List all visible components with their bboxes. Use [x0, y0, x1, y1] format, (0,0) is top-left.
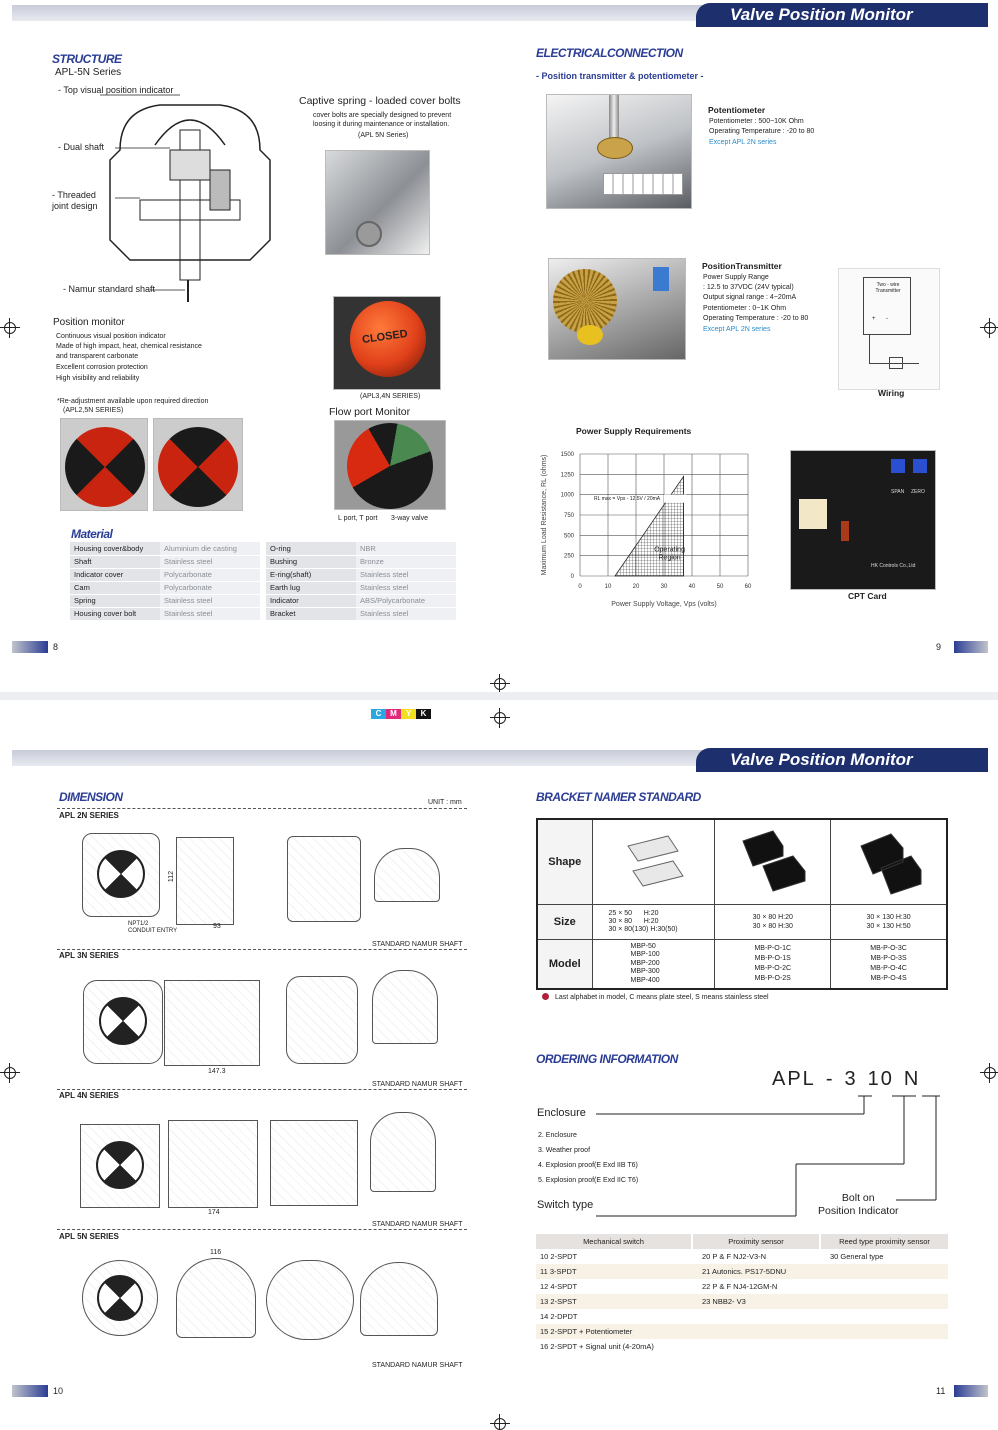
- enclosure-item: 5. Explosion proof(E Exd IIC T6): [538, 1177, 639, 1184]
- y-axis-label: Maximum Load Resistance, RL (ohms): [541, 454, 548, 576]
- cpt-zero-label: ZERO: [911, 489, 925, 495]
- series-rule: [57, 1229, 467, 1230]
- drawing-5n-side: [176, 1258, 256, 1338]
- code-apl: APL: [772, 1068, 816, 1090]
- order-code: [772, 1068, 920, 1091]
- material-row: Bracket Stainless steel: [266, 607, 456, 620]
- page8-footer-bar: [12, 641, 48, 653]
- ordering-title: ORDERING INFORMATION: [536, 1052, 678, 1066]
- drawing-5n-top: [266, 1260, 354, 1340]
- x-tick-label: 30: [660, 584, 668, 590]
- header-title-top: Valve Position Monitor: [696, 3, 988, 27]
- cpt-caption: CPT Card: [848, 591, 887, 601]
- position-monitor-title: Position monitor: [53, 317, 125, 328]
- chart-title: Power Supply Requirements: [576, 426, 692, 436]
- registration-mark: [490, 708, 510, 728]
- drawing-4n-iso: [370, 1112, 436, 1192]
- y-tick-label: 250: [563, 553, 574, 560]
- namur-note-3n: STANDARD NAMUR SHAFT: [372, 1081, 463, 1088]
- order-header: Proximity sensor: [692, 1234, 820, 1249]
- y-tick-label: 1250: [560, 472, 574, 479]
- registration-mark: [0, 318, 20, 338]
- model-cell: MB-P-O-4C: [870, 964, 907, 972]
- bottom-header-band: [12, 750, 988, 769]
- y-tick-label: 1500: [560, 452, 574, 458]
- material-row: O-ring NBR: [266, 542, 456, 555]
- pm-line-3: and transparent carbonate: [56, 353, 139, 360]
- size-cell: 30 × 130 H:50: [866, 922, 911, 930]
- y-tick-label: 500: [563, 533, 574, 540]
- wiring-diagram: [838, 268, 940, 390]
- drawing-4n-top: [270, 1120, 358, 1206]
- electrical-subtitle: - Position transmitter & potentiometer -: [536, 71, 704, 81]
- bracket-row-label: Shape: [537, 819, 592, 904]
- transmitter-photo: [548, 258, 686, 360]
- transmitter-line-1: Power Supply Range: [703, 274, 769, 281]
- captive-text: cover bolts are specially designed to prevent loosing it during maintenance or installation.: [313, 112, 452, 128]
- x-axis-label: Power Supply Voltage, Vps (volts): [611, 601, 717, 608]
- y-tick-label: 0: [570, 574, 574, 580]
- flow-port-photo: [334, 420, 446, 510]
- model-cell: MBP-50: [630, 942, 656, 950]
- flow-port-title: Flow port Monitor: [329, 406, 411, 418]
- structure-cutaway-drawing: [100, 90, 275, 305]
- registration-mark: [980, 318, 998, 338]
- wiring-caption: Wiring: [878, 388, 905, 398]
- transmitter-title: PositionTransmitter: [702, 261, 782, 271]
- enclosure-item: 4. Explosion proof(E Exd IIB T6): [538, 1162, 638, 1169]
- bracket-title: BRACKET NAMER STANDARD: [536, 790, 701, 804]
- cmyk-c: C: [371, 709, 386, 719]
- material-table-right: [266, 542, 456, 621]
- table-row: 14 2-DPDT: [540, 1312, 578, 1321]
- formula-bg: [664, 495, 686, 503]
- electrical-title: ELECTRICALCONNECTION: [536, 46, 683, 60]
- potentiometer-photo: [546, 94, 692, 209]
- page10-footer-bar: [12, 1385, 48, 1397]
- drawing-4n-side: [168, 1120, 258, 1208]
- registration-mark: [490, 674, 510, 694]
- order-header: Reed type proximity sensor: [820, 1234, 948, 1249]
- material-table-left: [70, 542, 260, 621]
- power-supply-chart: [536, 440, 772, 620]
- dim-174: 174: [208, 1209, 220, 1216]
- bracket-note: Last alphabet in model, C means plate steel, S means stainless steel: [555, 994, 769, 1001]
- model-cell: MB-P-O-2C: [754, 964, 792, 972]
- potentiometer-line-2: Operating Temperature : -20 to 80: [709, 128, 815, 135]
- namur-note-4n: STANDARD NAMUR SHAFT: [372, 1221, 463, 1228]
- table-row: 12 4-SPDT 22 P & F NJ4-12GM-N: [540, 1282, 778, 1291]
- page-number-11: 11: [936, 1386, 946, 1396]
- size-cell: 30 × 80 H:20: [752, 913, 793, 921]
- material-row: Indicator cover Polycarbonate: [70, 568, 260, 581]
- dim-112: 112: [168, 870, 176, 883]
- code-dash: -: [825, 1068, 835, 1090]
- material-row: Cam Polycarbonate: [70, 581, 260, 594]
- wiring-box-label: Two - wire Transmitter: [875, 282, 901, 294]
- x-tick-label: 50: [716, 584, 724, 590]
- transmitter-line-2: : 12.5 to 37VDC (24V typical): [703, 284, 794, 291]
- wiring-terminal-plus: +: [872, 316, 876, 322]
- potentiometer-except: Except APL 2N series: [709, 139, 777, 146]
- bracket-row-shape: [537, 819, 947, 904]
- order-header: Mechanical switch: [583, 1237, 644, 1246]
- series-rule: [57, 1089, 467, 1090]
- cover-bolt-photo: [325, 150, 430, 255]
- callout-threaded: - Threaded joint design: [52, 190, 98, 211]
- model-cell: MB-P-O-1C: [754, 944, 792, 952]
- material-row: Spring Stainless steel: [70, 594, 260, 607]
- size-cell: 30 × 80(130) H:30(50): [608, 925, 678, 933]
- series-3n-label: APL 3N SERIES: [59, 951, 119, 960]
- page-number-8: 8: [53, 642, 59, 652]
- pm-line-5: High visibility and reliability: [56, 375, 140, 382]
- callout-top-indicator: - Top visual position indicator: [58, 85, 174, 95]
- cpt-card-photo: [790, 450, 936, 590]
- series-4n-label: APL 4N SERIES: [59, 1091, 119, 1100]
- x-tick-label: 40: [688, 584, 696, 590]
- page-number-9: 9: [936, 642, 942, 652]
- code-indicator: N: [903, 1068, 921, 1090]
- cmyk-m: M: [386, 709, 401, 719]
- model-cell: MB-P-O-3S: [870, 954, 907, 962]
- cpt-span-label: SPAN: [891, 489, 905, 495]
- model-cell: MB-P-O-1S: [754, 954, 791, 962]
- bracket-shape-u1: [733, 826, 813, 896]
- captive-series: (APL 5N Series): [358, 132, 409, 139]
- potentiometer-title: Potentiometer: [708, 105, 766, 115]
- drawing-2n-side: [176, 837, 234, 925]
- indicator-photo-1: [60, 418, 148, 511]
- bracket-shape-u2: [849, 826, 929, 896]
- pm-line-1: Continuous visual position indicator: [56, 333, 166, 340]
- dimension-unit: UNIT : mm: [428, 799, 462, 806]
- callout-namur-shaft: - Namur standard shaft: [63, 284, 156, 294]
- ordering-table: [536, 1234, 948, 1354]
- readjust-note: *Re-adjustment available upon required direction: [57, 398, 209, 405]
- drawing-2n-front: [82, 833, 160, 917]
- table-row: 16 2-SPDT + Signal unit (4-20mA): [540, 1342, 654, 1351]
- drawing-3n-side: [164, 980, 260, 1066]
- conduit-entry: NPT1/2 CONDUIT ENTRY: [128, 921, 178, 934]
- closed-indicator-photo: [333, 296, 441, 390]
- closed-label: CLOSED: [361, 327, 409, 347]
- bracket-row-size: [537, 904, 947, 939]
- drawing-2n-top: [287, 836, 361, 922]
- pm-line-2: Made of high impact, heat, chemical resistance: [56, 343, 202, 350]
- series-rule: [57, 949, 467, 950]
- drawing-3n-iso: [372, 970, 438, 1044]
- closed-series: (APL3,4N SERIES): [360, 393, 421, 400]
- material-row: E-ring(shaft) Stainless steel: [266, 568, 456, 581]
- region-label: Operating Region: [654, 546, 685, 562]
- material-row: Indicator ABS/Polycarbonate: [266, 594, 456, 607]
- dimension-rule: [57, 808, 467, 809]
- captive-title: Captive spring - loaded cover bolts: [299, 95, 461, 107]
- material-row: Earth lug Stainless steel: [266, 581, 456, 594]
- dimension-title: DIMENSION: [59, 790, 123, 804]
- flow-port-ports: L port, T port: [338, 515, 378, 522]
- enclosure-label: Enclosure: [537, 1107, 586, 1119]
- x-tick-label: 10: [604, 584, 612, 590]
- transmitter-line-4: Potentiometer : 0~1K Ohm: [703, 305, 787, 312]
- drawing-3n-front: [83, 980, 163, 1064]
- enclosure-item: 3. Weather proof: [538, 1147, 591, 1154]
- bracket-note-bullet: [542, 993, 549, 1000]
- dim-116: 116: [210, 1249, 222, 1256]
- dim-147: 147.3: [208, 1068, 226, 1075]
- bracket-shape-flat: [613, 826, 693, 896]
- gutter-band: [0, 692, 998, 700]
- cmyk-bar: [371, 709, 431, 719]
- drawing-3n-top: [286, 976, 358, 1064]
- material-row: Housing cover&body Aluminium die casting: [70, 542, 260, 555]
- readjust-series: (APL2,5N SERIES): [63, 407, 124, 414]
- material-title: Material: [71, 527, 113, 541]
- table-row: 15 2-SPDT + Potentiometer: [536, 1324, 948, 1339]
- namur-note-2n: STANDARD NAMUR SHAFT: [372, 941, 463, 948]
- transmitter-line-3: Output signal range : 4~20mA: [703, 294, 797, 301]
- y-tick-label: 750: [563, 513, 574, 519]
- table-row: 13 2-SPST 23 NBB2- V3: [536, 1294, 948, 1309]
- model-cell: MBP-100: [630, 951, 660, 958]
- cpt-maker-label: HK Controls Co.,Ltd: [871, 563, 916, 569]
- page9-footer-bar: [954, 641, 988, 653]
- registration-mark: [980, 1063, 998, 1083]
- transmitter-except: Except APL 2N series: [703, 326, 771, 333]
- bracket-row-model: [537, 939, 947, 989]
- material-row: Housing cover bolt Stainless steel: [70, 607, 260, 620]
- transmitter-line-5: Operating Temperature : -20 to 80: [703, 315, 809, 322]
- size-cell: 30 × 80 H:20: [608, 917, 659, 925]
- material-row: Shaft Stainless steel: [70, 555, 260, 568]
- pm-line-4: Excellent corrosion protection: [56, 364, 148, 371]
- x-tick-label: 0: [578, 584, 582, 590]
- callout-dual-shaft: - Dual shaft: [58, 142, 105, 152]
- table-row: 10 2-SPDT 20 P & F NJ2-V3-N 30 General type: [540, 1252, 884, 1261]
- drawing-2n-iso: [374, 848, 440, 902]
- series-2n-label: APL 2N SERIES: [59, 811, 119, 820]
- top-header-band: [12, 5, 988, 24]
- wiring-terminal-minus: -: [886, 316, 888, 322]
- drawing-5n-front: [82, 1260, 158, 1336]
- switch-type-label: Switch type: [537, 1199, 594, 1211]
- x-tick-label: 60: [744, 584, 752, 590]
- code-enclosure: 3: [844, 1068, 858, 1090]
- size-cell: 25 × 50 H:20: [608, 909, 659, 917]
- structure-series: APL-5N Series: [55, 67, 122, 78]
- bracket-row-label: Size: [537, 904, 592, 939]
- registration-mark: [490, 1414, 510, 1430]
- rl-formula: RL max = Vps - 12.5V / 20mA: [594, 495, 661, 502]
- dim-93: 93: [213, 923, 221, 930]
- flow-port-valve: 3-way valve: [391, 515, 428, 522]
- cmyk-k: K: [416, 709, 431, 719]
- model-cell: MBP-300: [630, 968, 660, 975]
- series-5n-label: APL 5N SERIES: [59, 1232, 119, 1241]
- registration-mark: [0, 1063, 20, 1083]
- potentiometer-line-1: Potentiometer : 500~10K Ohm: [709, 118, 804, 125]
- structure-title: STRUCTURE: [52, 52, 122, 66]
- header-title-bottom: Valve Position Monitor: [696, 748, 988, 772]
- model-cell: MB-P-O-3C: [870, 944, 907, 952]
- size-cell: 30 × 80 H:30: [752, 922, 793, 930]
- y-tick-label: 1000: [560, 492, 574, 499]
- page-number-10: 10: [53, 1386, 64, 1396]
- drawing-4n-front: [80, 1124, 160, 1208]
- table-row: 11 3-SPDT 21 Autonics. PS17-5DNU: [536, 1264, 948, 1279]
- material-row: Bushing Bronze: [266, 555, 456, 568]
- indicator-photo-2: [153, 418, 243, 511]
- model-cell: MBP-200: [630, 959, 660, 967]
- model-cell: MBP-400: [630, 976, 660, 984]
- namur-note-5n: STANDARD NAMUR SHAFT: [372, 1362, 463, 1369]
- bracket-row-label: Model: [537, 939, 592, 989]
- bracket-table: [536, 818, 948, 990]
- code-switch: 10: [867, 1068, 894, 1090]
- enclosure-item: 2. Enclosure: [538, 1132, 577, 1139]
- drawing-5n-iso: [360, 1262, 438, 1336]
- size-cell: 30 × 130 H:30: [866, 913, 911, 921]
- page11-footer-bar: [954, 1385, 988, 1397]
- model-cell: MB-P-O-4S: [870, 974, 907, 982]
- cmyk-y: Y: [401, 709, 416, 719]
- x-tick-label: 20: [632, 584, 640, 590]
- bolt-on-label: Bolt on Position Indicator: [818, 1192, 899, 1217]
- model-cell: MB-P-O-2S: [754, 974, 791, 982]
